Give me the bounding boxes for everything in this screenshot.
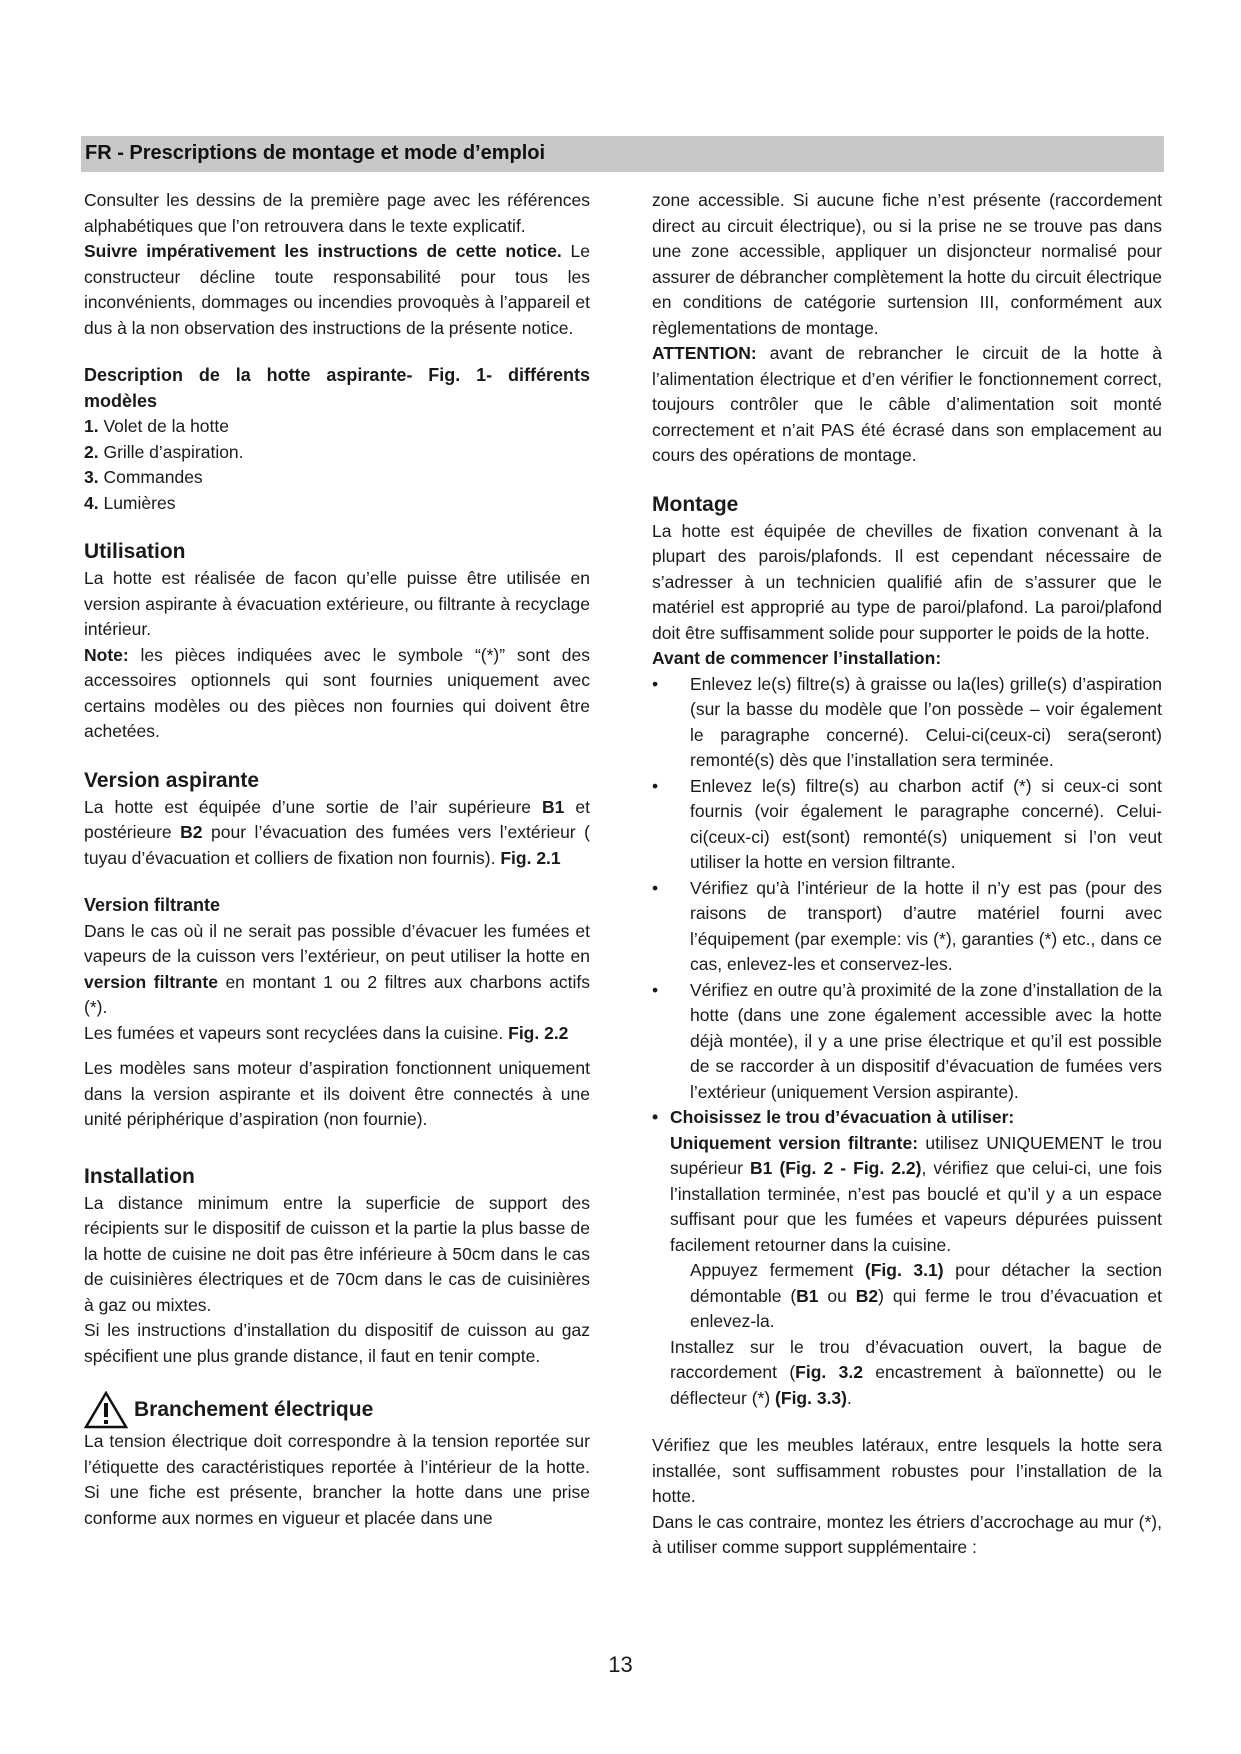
electric-heading-row	[84, 1391, 590, 1429]
installation-text: La distance minimum entre la superficie de support des récipients sur le dispositif de cuisson et la partie la plus basse de la hotte de cuisine ne doit pas être inférieure à 50cm dans le cas de cuisinières électriques et de 70cm dans le cas de cuisinières à gaz ou mixtes.	[84, 1192, 590, 1315]
list-item: • Enlevez le(s) filtre(s) au charbon actif (*) si ceux-ci sont fournis (voir également le paragraphe concerné). Celui-ci(ceux-ci) est(sont) remonté(s) uniquement si l’on veut utiliser la hotte en version filtrante.	[652, 775, 1162, 872]
utilisation-text: La hotte est réalisée de facon qu’elle puisse être utilisée en version aspirante à évacuation extérieure, ou filtrante à recyclage intérieur.	[84, 568, 590, 639]
installation-heading: Installation	[84, 1164, 195, 1188]
aspirante-text: La hotte est équipée d’une sortie de l’air supérieure B1 et postérieure B2 pour l’évacuation des fumées vers l’extérieur ( tuyau d’évacuation et colliers de fixation non fournis). Fig. 2.1	[84, 796, 591, 868]
list-item: 1. Volet de la hotte	[84, 416, 229, 436]
filtrante-recycle: Les fumées et vapeurs sont recyclées dans la cuisine. Fig. 2.2	[84, 1022, 569, 1043]
list-item: • Vérifiez qu’à l’intérieur de la hotte il n’y est pas (pour des raisons de transport) d’autre matériel fourni avec l’équipement (par exemple: vis (*), garanties (*) etc., dans ce cas, enlevez-les et conservez-les.	[652, 877, 1162, 974]
meubles-text: Vérifiez que les meubles latéraux, entre lesquels la hotte sera installée, sont suffisamment robustes pour l’installation de la hotte.	[652, 1435, 1162, 1506]
only-filtrante: Uniquement version filtrante: utilisez UNIQUEMENT le trou supérieur B1 (Fig. 2 - Fig. 2.2), vérifiez que celui-ci, une fois l’installation terminée, n’est pas bouclé et qu’il y a un espace suffisant pour que les fumées et vapeurs dépurées puissent facilement retourner dans la cuisine.	[670, 1132, 1162, 1255]
aspirante-heading: Version aspirante	[84, 768, 260, 792]
warning-icon	[84, 1391, 128, 1429]
press-instruction: Appuyez fermement (Fig. 3.1) pour détacher la section démontable (B1 ou B2) qui ferme le trou d’évacuation et enlevez-la.	[690, 1260, 1162, 1331]
list-item: 2. Grille d’aspiration.	[84, 441, 244, 462]
choose-heading: • Choisissez le trou d’évacuation à utiliser:	[652, 1107, 1015, 1127]
montage-text: La hotte est équipée de chevilles de fixation convenant à la plupart des parois/plafonds. Il est cependant nécessaire de s’adresser à un technicien qualifié afin de s’assurer que le matériel est approprié au type de paroi/plafond. La paroi/plafond doit être suffisamment solide pour supporter le poids de la hotte.	[652, 520, 1162, 643]
electric-text: La tension électrique doit correspondre à la tension reportée sur l’étiquette des caractéristiques reportée à l’intérieur de la hotte. Si une fiche est présente, brancher la hotte dans une prise conforme aux normes en vigueur et placée dans une	[84, 1431, 590, 1528]
list-item: • Enlevez le(s) filtre(s) à graisse ou la(les) grille(s) d’aspiration (sur la basse du modèle que l’on possède – voir également le paragraphe concerné). Celui-ci(ceux-ci) sera(seront) remonté(s) dès que l’installation sera terminée.	[652, 673, 1162, 770]
note-paragraph: Note: les pièces indiquées avec le symbole “(*)” sont des accessoires optionnels qui sont fournies uniquement avec certains modèles ou des pièces non fournies qui doivent être achetées.	[84, 644, 590, 741]
attention-paragraph: ATTENTION: avant de rebrancher le circuit de la hotte à l’alimentation électrique et d’en vérifier le fonctionnement correct, toujours contrôler que le câble d’alimentation soit monté correctement et n’ait PAS été écrasé dans son emplacement au cours des opérations de montage.	[652, 343, 1162, 465]
list-item: • Vérifiez en outre qu’à proximité de la zone d’installation de la hotte (dans une zone également accessible avec la hotte déjà montée), il y a une prise électrique et qu’il est possible de se raccorder à un dispositif d’évacuation de fumées vers l’extérieur (uniquement Version aspirante).	[652, 979, 1162, 1102]
installation-note: Si les instructions d’installation du dispositif de cuisson au gaz spécifient une plus grande distance, il faut en tenir compte.	[84, 1320, 590, 1366]
left-column	[84, 188, 590, 1531]
avant-heading: Avant de commencer l’installation:	[652, 648, 942, 668]
section-header	[81, 136, 1164, 172]
section-title: FR - Prescriptions de montage et mode d’emploi	[85, 142, 546, 164]
filtrante-note: Les modèles sans moteur d’aspiration fonctionnent uniquement dans la version aspirante et ils doivent être connectés à une unité périphérique d’aspiration (non fournie).	[84, 1058, 590, 1129]
list-item: 3. Commandes	[84, 467, 203, 487]
install-ring: Installez sur le trou d’évacuation ouvert, la bague de raccordement (Fig. 3.2 encastrement à baïonnette) ou le déflecteur (*) (Fig. 3.3).	[670, 1336, 1163, 1408]
list-item: 4. Lumières	[84, 492, 176, 513]
contraire-text: Dans le cas contraire, montez les étriers d’accrochage au mur (*), à utiliser comme support supplémentaire :	[652, 1511, 1162, 1557]
utilisation-heading: Utilisation	[84, 540, 186, 563]
right-column	[652, 188, 1162, 1561]
filtrante-text: Dans le cas où il ne serait pas possible d’évacuer les fumées et vapeurs de la cuisson vers l’extérieur, on peut utiliser la hotte en version filtrante en montant 1 ou 2 filtres aux charbons actifs (*).	[84, 920, 590, 1017]
description-heading: Description de la hotte aspirante- Fig. 1- différents modèles	[84, 365, 590, 411]
montage-heading: Montage	[652, 492, 739, 516]
electric-text-continued: zone accessible. Si aucune fiche n’est présente (raccordement direct au circuit électrique), ou si la prise ne se trouve pas dans une zone accessible, appliquer un disjoncteur normalisé pour assurer de débrancher complètement la hotte du circuit électrique en conditions de catégorie surtension III, conformément aux règlementations de montage.	[652, 190, 1162, 338]
page-number: 13	[608, 1652, 633, 1677]
electric-heading: Branchement électrique	[134, 1398, 374, 1421]
intro-paragraph: Consulter les dessins de la première page avec les références alphabétiques que l’on retrouvera dans le texte explicatif. Suivre impérativement les instructions de cette notice. Le constructeur décline toute responsabilité pour tous les inconvénients, dommages ou incendies provoquès à l’appareil et dus à la non observation des instructions de la présente notice.	[84, 190, 591, 338]
filtrante-heading: Version filtrante	[84, 895, 221, 915]
